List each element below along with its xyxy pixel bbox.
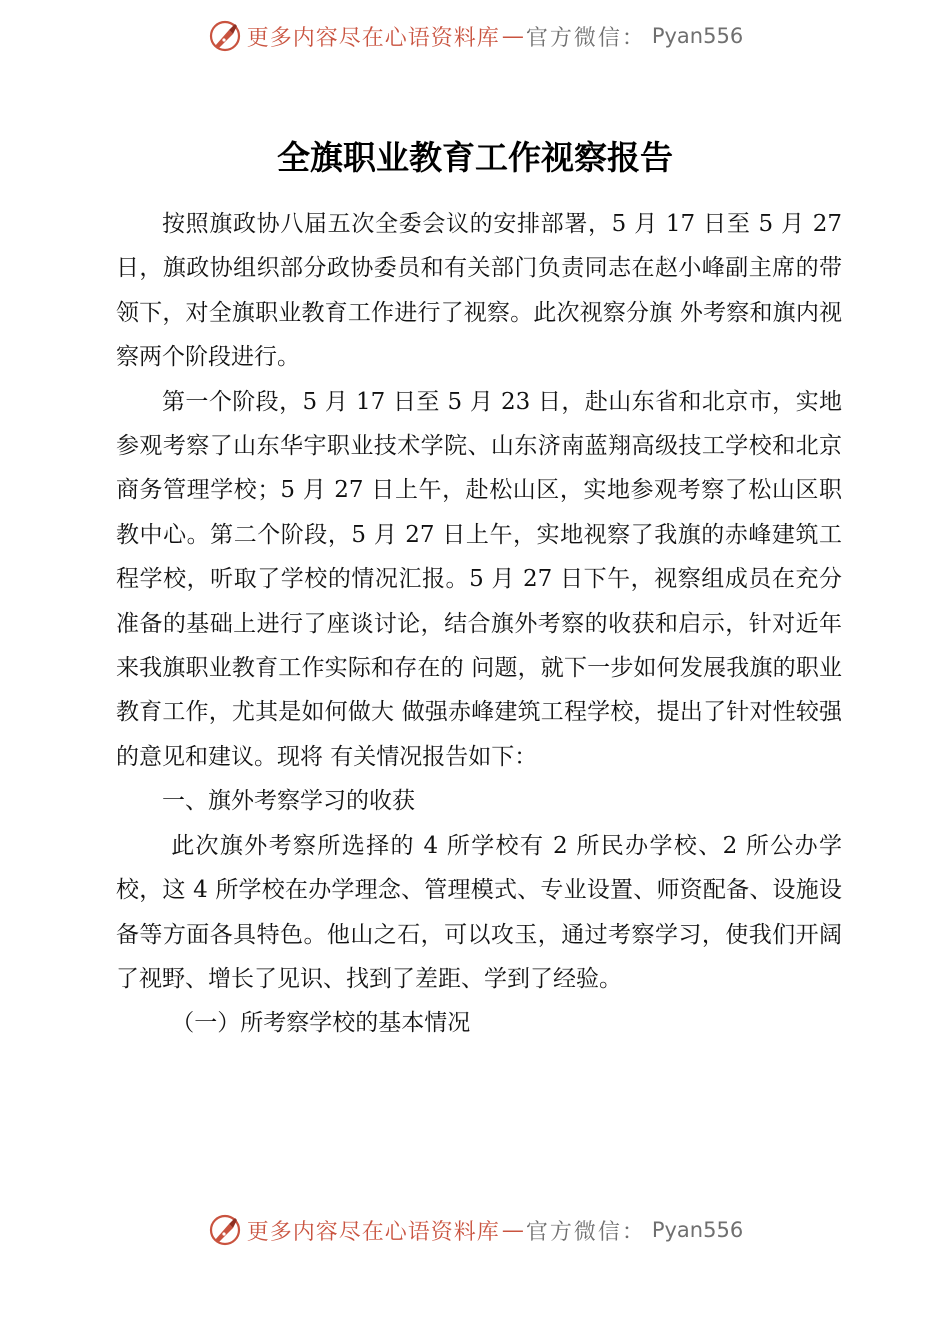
subsection-heading: （一）所考察学校的基本情况 <box>171 1010 471 1037</box>
pen-nib-circle-icon <box>207 18 243 54</box>
watermark-id: Pyan556 <box>651 24 744 48</box>
section-heading: 一、旗外考察学习的收获 <box>162 788 415 815</box>
paragraph-stages: 第一个阶段，5 月 17 日至 5 月 23 日，赴山东省和北京市，实地参观考察了山东华宇职业技术学院、山东济南蓝翔高级技工学校和北京商务管理学校；5 月 27 日上午，赴松山区，实地参观考察了松山区职教中心。第二个阶段，5 月 27 日上午，实地视察了我旗的赤峰建筑工程学校，听取了学校的情况汇报。5 月 27 日下午，视察组成员在充分准备的基础上进行了座谈讨论，结合旗外考察的收获和启示，针对近年来我旗职业教育工作实际和存在的 问题，就下一步如何发展我旗的职业教育工作，尤其是如何做大 做强赤峰建筑工程学校，提出了针对性较强的意见和建议。现将 有关情况报告如下： <box>116 388 842 770</box>
footer-watermark <box>0 1208 950 1252</box>
paragraph-intro: 按照旗政协八届五次全委会议的安排部署，5 月 17 日至 5 月 27 日，旗政协组织部分政协委员和有关部门负责同志在赵小峰副主席的带领下，对全旗职业教育工作进行了视察。此次视察分旗 外考察和旗内视察两个阶段进行。 <box>116 211 842 371</box>
header-watermark <box>0 14 950 58</box>
watermark-text: 更多内容尽在心语资料库 <box>246 1219 500 1245</box>
pen-nib-circle-icon <box>207 1212 243 1248</box>
paragraph-schools: 此次旗外考察所选择的 4 所学校有 2 所民办学校、2 所公办学校，这 4 所学校在办学理念、管理模式、专业设置、师资配备、设施设备等方面各具特色。他山之石，可以攻玉，通过考察学习，使我们开阔了视野、增长了见识、找到了差距、学到了经验。 <box>116 832 842 992</box>
watermark-separator: — <box>501 23 524 49</box>
watermark-label: 官方微信： <box>525 25 646 51</box>
watermark-text: 更多内容尽在心语资料库 <box>246 25 500 51</box>
document-title: 全旗职业教育工作视察报告 <box>277 138 673 177</box>
watermark-label: 官方微信： <box>525 1219 646 1245</box>
document-body <box>116 202 842 1046</box>
watermark-id: Pyan556 <box>651 1218 744 1242</box>
watermark-separator: — <box>501 1217 524 1243</box>
